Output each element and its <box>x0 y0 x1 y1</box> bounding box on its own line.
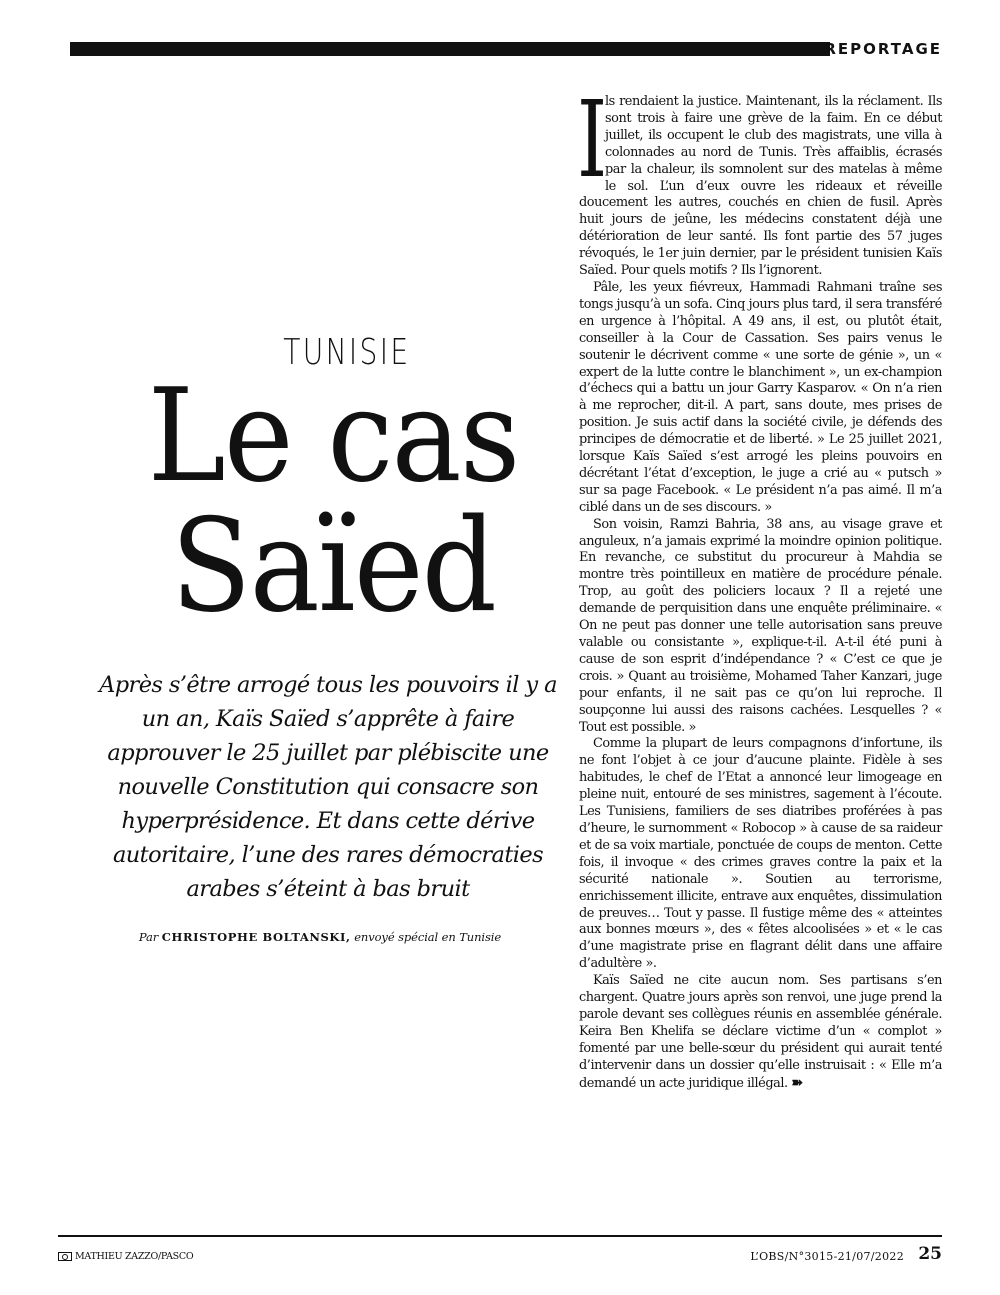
camera-icon <box>58 1252 72 1261</box>
section-rubric: REPORTAGE <box>824 40 942 58</box>
article-body <box>577 78 942 1092</box>
photo-credit-text: MATHIEU ZAZZO/PASCO <box>75 1251 194 1262</box>
byline-role: envoyé spécial en Tunisie <box>354 930 502 944</box>
headline-title-line-2: Saïed <box>170 492 496 641</box>
article-paragraph-2: Pâle, les yeux fiévreux, Hammadi Rahmani traîne ses tongs jusqu’à un sofa. Cinq jours plus tard, il sera transféré en urgence à l’hôpital. A 49 ans, il est, ou plutôt était, conseiller à la Cour de Cassation. Ses pairs venus le soutenir le décrivent comme « une sorte de génie », un « expert de la lutte contre le blanchiment », un ex-champion d’échecs qui a battu un jour Garry Kasparov. « On n’a rien à me reprocher, dit-il. A part, sans doute, mes prises de position. Je suis actif dans la société civile, je défends des principes de démocratie et de liberté. » Le 25 juillet 2021, lorsque Kaïs Saïed s’est arrogé les pleins pouvoirs en décrétant l’état d’exception, le juge a crié au « putsch » sur sa page Facebook. « Le président n’a pas aimé. Il m’a ciblé dans un de ses discours. » <box>579 279 942 515</box>
paragraph-1-text: ls rendaient la justice. Maintenant, ils la réclament. Ils sont trois à faire une grève de la faim. En ce début juillet, ils occupent le club des magistrats, une villa à colonnades au nord de Tunis. Très affaiblis, écrasés par la chaleur, ils somnolent sur des matelas à même le sol. L’un d’eux ouvre les rideaux et réveille doucement les autres, couchés en chien de fusil. Après huit jours de jeûne, les médecins constatent déjà une détérioration de leur santé. Ils font partie des 57 juges révoqués, le 1er juin dernier, par le président tunisien Kaïs Saïed. Pour quels motifs ? Ils l’ignorent. <box>579 94 942 279</box>
headline-kicker: TUNISIE <box>283 332 411 373</box>
article-paragraph-1 <box>577 78 942 280</box>
footer-rule <box>58 1235 942 1237</box>
paragraph-5-text: Kaïs Saïed ne cite aucun nom. Ses partisans s’en chargent. Quatre jours après son renvoi, une juge prend la parole devant ses collègues réunis en assemblée générale. Keira Ben Khelifa se déclare victime d’un « complot » fomenté par une belle-sœur du président qui aurait tenté d’intervenir dans un dossier qu’elle instruisait : « Elle m’a demandé un acte juridique illégal. <box>579 973 942 1091</box>
page-number: 25 <box>918 1244 942 1264</box>
header-rule <box>70 42 830 56</box>
continue-arrow-icon: ➽ <box>791 1074 803 1091</box>
byline-prefix: Par <box>138 930 159 944</box>
issue-info: L’OBS/N°3015-21/07/2022 <box>750 1250 904 1263</box>
dropcap: I <box>577 78 607 201</box>
headline-title <box>117 362 549 641</box>
article-paragraph-4: Comme la plupart de leurs compagnons d’infortune, ils ne font l’objet à ce jour d’aucune plainte. Fidèle à ses habitudes, le chef de l’Etat a annoncé leur limogeage en pleine nuit, entouré de ses ministres, sagement à l’écoute. Les Tunisiens, familiers de ses diatribes proférées à pas d’heure, le surnomment « Robocop » à cause de sa raideur et de sa voix martiale, ponctuée de coups de menton. Cette fois, il invoque « des crimes graves contre la paix et la sécurité nationale ». Soutien au terrorisme, enrichissement illicite, entrave aux enquêtes, dissimulation de preuves… Tout y passe. Il fustige même des « atteintes aux bonnes mœurs », des « fêtes alcoolisées » et « le cas d’une magistrate prise en flagrant délit dans une affaire d’adultère ». <box>579 736 942 972</box>
byline <box>70 930 570 944</box>
photo-credit <box>58 1251 193 1262</box>
article-paragraph-3: Son voisin, Ramzi Bahria, 38 ans, au visage grave et anguleux, n’a jamais exprimé la moindre opinion politique. En revanche, ce substitut du procureur à Mahdia se montre très pointilleux en matière de procédure pénale. Trop, au goût des policiers locaux ? Il a rejeté une demande de perquisition dans une enquête préliminaire. « On ne peut pas donner une telle autorisation sans preuve valable ou consistante », explique-t-il. A-t-il été puni à cause de son esprit d’indépendance ? « C’est ce que je crois. » Quant au troisième, Mohamed Taher Kanzari, juge pour enfants, il ne sait pas ce qu’on lui reproche. Il soupçonne lui aussi des raisons cachées. Lesquelles ? « Tout est possible. » <box>579 516 942 735</box>
article-dek: Après s’être arrogé tous les pouvoirs il y a un an, Kaïs Saïed s’apprête à faire approuver le 25 juillet par plébiscite une nouvelle Constitution qui consacre son hyperprésidence. Et dans cette dérive autoritaire, l’une des rares démocraties arabes s’éteint à bas bruit <box>99 672 557 902</box>
article-paragraph-5 <box>579 973 942 1092</box>
byline-author: CHRISTOPHE BOLTANSKI, <box>161 930 351 944</box>
headline-title-line-1: Le cas <box>147 362 519 511</box>
